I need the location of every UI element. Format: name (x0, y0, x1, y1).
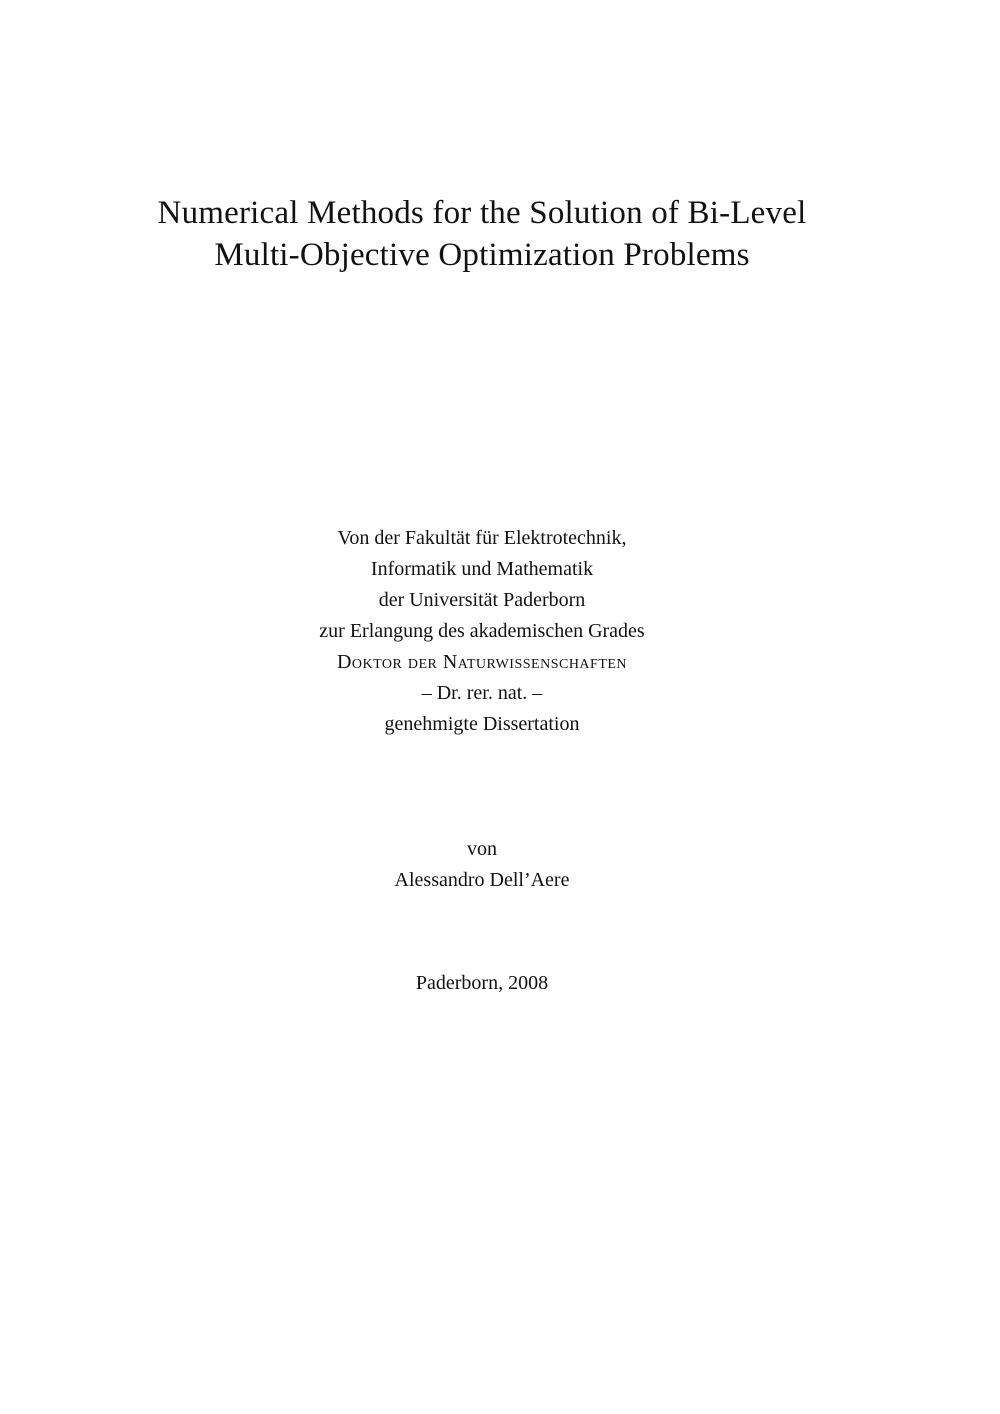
author-by-label: von (467, 838, 497, 860)
university-line: der Universität Paderborn (378, 589, 586, 611)
degree-abbreviation: – Dr. rer. nat. – (421, 682, 543, 704)
thesis-title-line-1: Numerical Methods for the Solution of Bi-Level (157, 195, 807, 231)
thesis-title-line-2: Multi-Objective Optimization Problems (214, 237, 750, 273)
place-and-date: Paderborn, 2008 (415, 972, 549, 994)
approval-note: genehmigte Dissertation (384, 713, 580, 735)
author-block (0, 834, 964, 896)
author-name: Alessandro Dell’Aere (394, 869, 570, 891)
purpose-line: zur Erlangung des akademischen Grades (319, 620, 645, 642)
submission-statement (0, 523, 964, 740)
faculty-line-continued: Informatik und Mathematik (370, 558, 594, 580)
faculty-line: Von der Fakultät für Elektrotechnik, (337, 527, 627, 549)
degree-name: Doktor der Naturwissenschaften (336, 651, 628, 673)
thesis-title (0, 192, 964, 276)
